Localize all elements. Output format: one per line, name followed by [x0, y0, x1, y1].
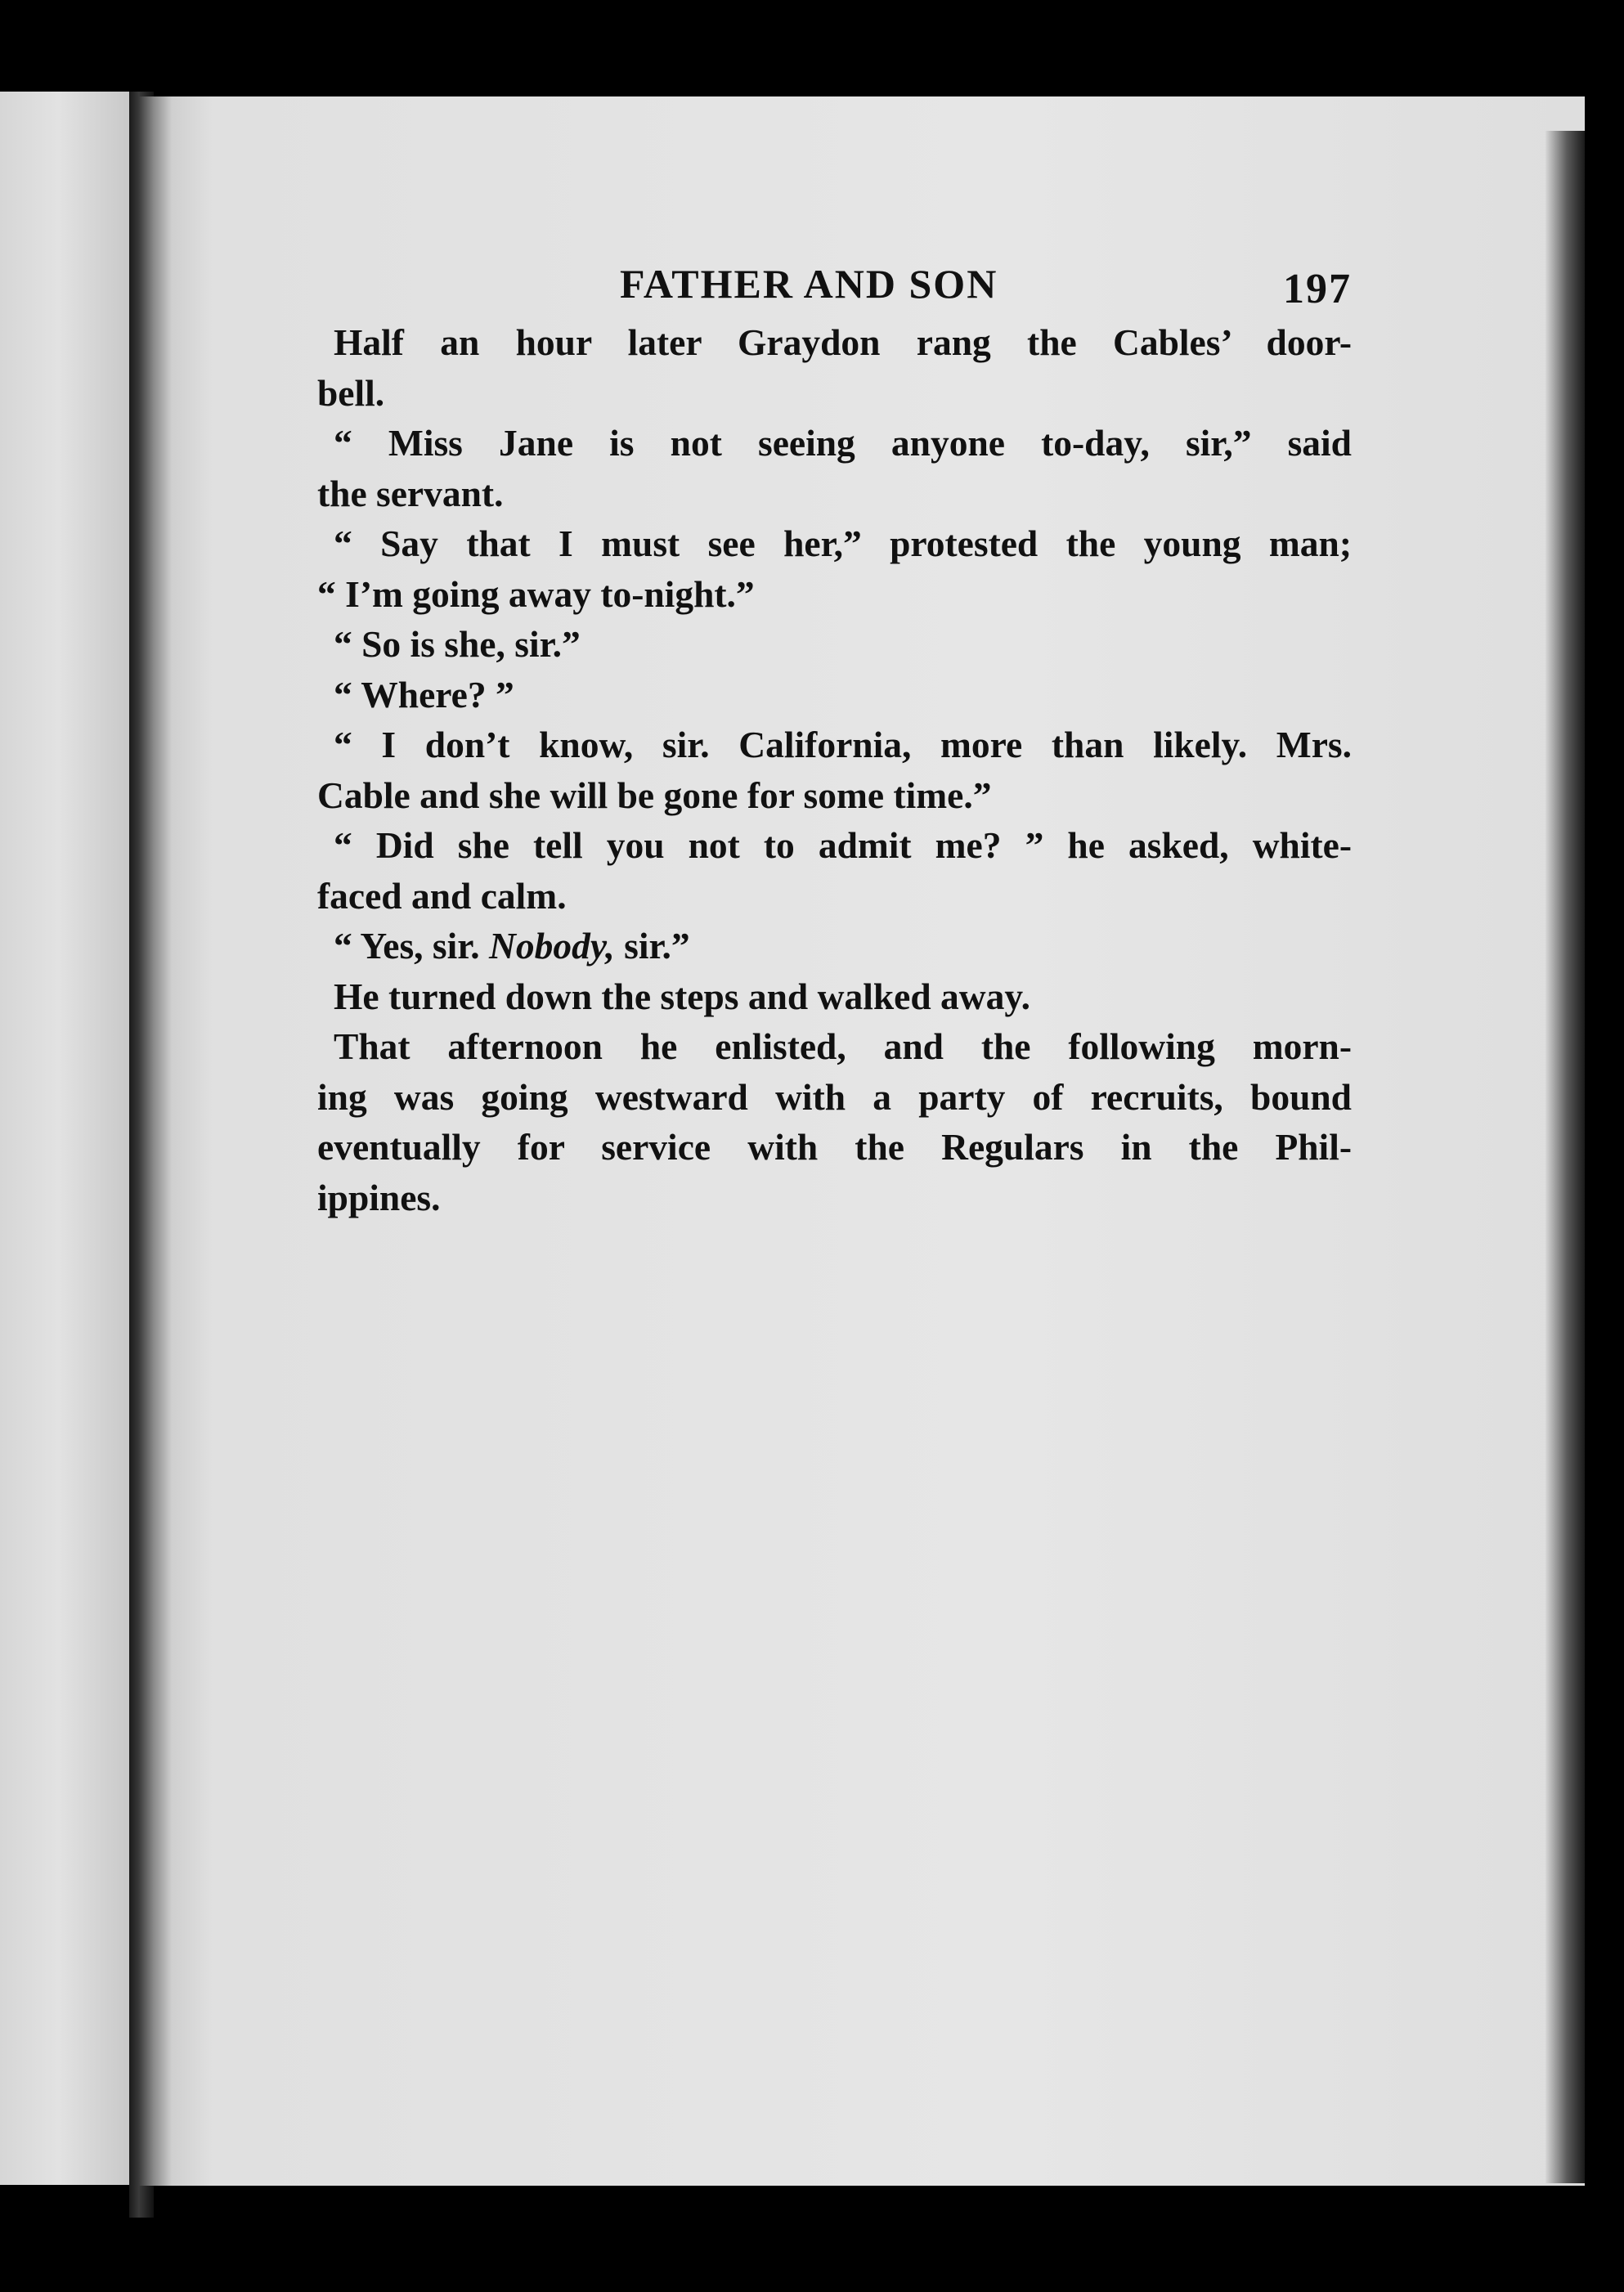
text-line: faced and calm.: [317, 874, 567, 917]
page-right-edge: [1545, 131, 1585, 2183]
text-segment: “ Yes, sir.: [334, 925, 490, 967]
text-line: [317, 921, 1352, 971]
text-line: “ Did she tell you not to admit me? ” he asked, white-: [334, 824, 1352, 866]
text-line: bell.: [317, 371, 385, 414]
text-line: He turned down the steps and walked away.: [334, 975, 1030, 1017]
text-line: “ Miss Jane is not seeing anyone to-day, sir,” said: [334, 422, 1352, 464]
text-line: “ I don’t know, sir. California, more than likely. Mrs.: [334, 724, 1352, 765]
text-line: the servant.: [317, 472, 504, 514]
text-segment: sir.”: [614, 925, 690, 967]
text-line: “ So is she, sir.”: [334, 623, 581, 665]
left-page-edge: [0, 92, 129, 2185]
text-line: ippines.: [317, 1176, 441, 1218]
text-line: eventually for service with the Regulars in the Phil-: [317, 1126, 1352, 1168]
text-line: “ Where? ”: [334, 673, 514, 715]
text-line: ing was going westward with a party of recruits, bound: [317, 1075, 1352, 1118]
page-text: [317, 260, 1352, 1222]
text-line: Cable and she will be gone for some time.”: [317, 774, 992, 816]
text-line: That afternoon he enlisted, and the following morn-: [334, 1025, 1352, 1067]
running-title: FATHER AND SON: [620, 261, 998, 307]
page-number: 197: [1283, 266, 1352, 312]
text-line: Half an hour later Graydon rang the Cables’ door-: [334, 321, 1352, 363]
text-line: “ Say that I must see her,” protested the young man;: [334, 523, 1352, 564]
running-head: [317, 260, 1352, 317]
italic-word: Nobody,: [489, 925, 615, 967]
text-line: “ I’m going away to-night.”: [317, 572, 755, 615]
